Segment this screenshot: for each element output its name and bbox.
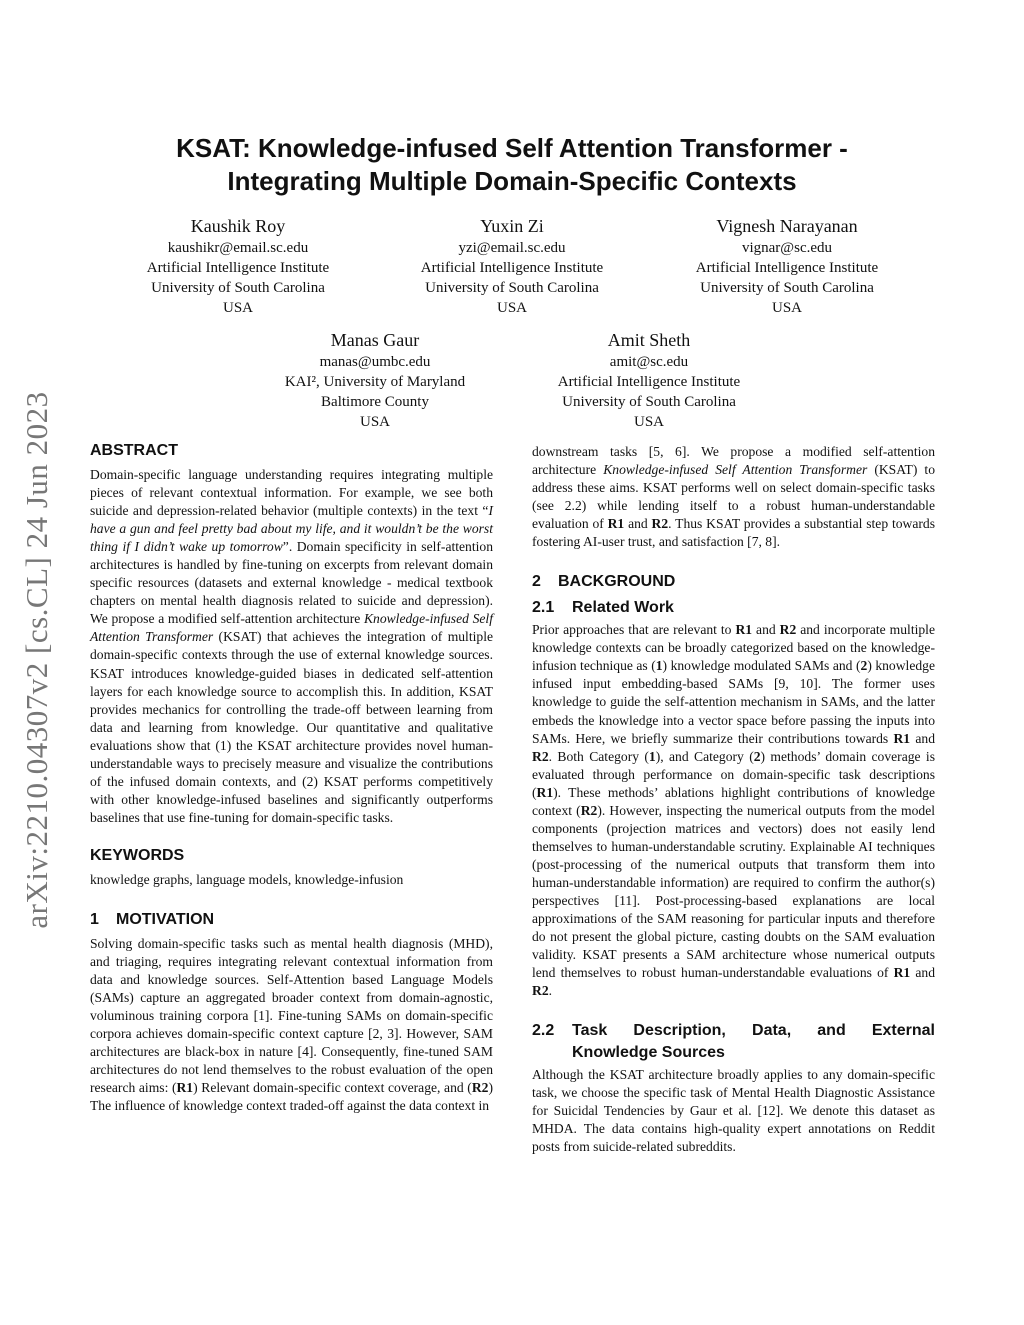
author-block-5 [514,328,784,432]
task-description-heading: 2.2 Task Description, Data, and External Knowledge Sources [532,1022,935,1062]
related-work-heading: 2.1 Related Work [532,599,674,617]
title-line-2: Integrating Multiple Domain-Specific Contexts [227,166,797,196]
left-column [90,440,493,1115]
author-country: USA [359,414,390,430]
author-email: vignar@sc.edu [741,240,833,256]
motivation-continued-text: downstream tasks [5, 6]. We propose a modified self-attention architecture Knowledge-infused Self Attention Transformer (KSAT) to address these aims. KSAT performs well on select domain-specific tasks (see 2.2) while lending itself to a robust human-understandable evaluation of R1 and R2. Thus KSAT provides a substantial step towards fostering AI-user trust, and satisfaction [7, 8]. [532,444,935,550]
author-affiliation: KAI², University of Maryland [284,374,466,390]
author-name: Manas Gaur [330,330,420,350]
author-name: Amit Sheth [607,330,691,350]
author-email: manas@umbc.edu [319,354,431,370]
author-name: Vignesh Narayanan [716,216,858,236]
author-university: University of South Carolina [425,280,599,296]
arxiv-identifier: arXiv:2210.04307v2 [cs.CL] 24 Jun 2023 [19,391,54,929]
author-university: Baltimore County [321,394,429,410]
author-name: Kaushik Roy [190,216,286,236]
author-affiliation: Artificial Intelligence Institute [557,374,741,390]
right-column [532,443,935,1157]
author-university: University of South Carolina [700,280,874,296]
author-country: USA [222,300,253,316]
author-email: kaushikr@email.sc.edu [167,240,309,256]
author-country: USA [496,300,527,316]
arxiv-sidebar [8,360,66,960]
author-country: USA [633,414,664,430]
background-heading: 2 BACKGROUND [532,573,676,591]
keywords-heading: KEYWORDS [90,846,185,864]
title-line-1: KSAT: Knowledge-infused Self Attention Transformer - [176,133,848,163]
author-country: USA [771,300,802,316]
abstract-text: Domain-specific language understanding requires integrating multiple pieces of relevant contextual information. For example, we see both suicide and depression-related behavior (multiple contexts) in the text “I have a gun and feel pretty bad about my life, and it wouldn’t be the worst thing if I didn’t wake up tomorrow”. Domain specificity in self-attention architectures is handled by fine-tuning on excerpts from relevant domain specific resources (datasets and external knowledge - medical textbook chapters on mental health diagnosis related to suicide and depression). We propose a modified self-attention architecture Knowledge-infused Self Attention Transformer (KSAT) that achieves the integration of multiple domain-specific contexts through the use of external knowledge sources. KSAT introduces knowledge-guided biases in dedicated self-attention layers for each knowledge source to accomplish this. In addition, KSAT provides mechanics for controlling the trade-off between learning from data and learning from knowledge. Our quantitative and qualitative evaluations show that (1) the KSAT architecture provides novel human-understandable ways to precisely measure and visualize the contributions of the infused domain contexts, and (2) KSAT performs competitively with other knowledge-infused baselines and significantly outperforms baselines that use fine-tuning for domain-specific tasks. [90,467,494,825]
author-block-1 [103,214,373,318]
author-affiliation: Artificial Intelligence Institute [146,260,330,276]
motivation-heading: 1 MOTIVATION [90,910,215,928]
related-work-text: Prior approaches that are relevant to R1 and R2 and incorporate multiple knowledge contexts can be broadly categorized based on the knowledge-infusion technique as (1) knowledge modulated SAMs and (2) knowledge infused input embedding-based SAMs [9, 10]. The former uses knowledge to guide the self-attention mechanism in SAMs, and the latter embeds the knowledge into a vector space before passing the inputs into SAMs. Here, we briefly summarize their contributions towards R1 and R2. Both Category (1), and Category (2) methods’ domain coverage is evaluated through performance on domain-specific task descriptions (R1). These methods’ ablations highlight contributions of knowledge context (R2). However, inspecting the numerical outputs from the model components (projection matrices and vectors) does not easily lend themselves to human-understandable scrutiny. Explainable AI techniques (post-processing of the numerical outputs that transform them into human-understandable information) are required to confirm the author(s) perspectives [11]. Post-processing-based explanations are local approximations of the SAM reasoning for particular inputs and therefore do not present the global picture, casting doubts on the SAM evaluation validity. KSAT presents a SAM architecture whose numerical outputs lend themselves to robust human-understandable evaluations of R1 and R2. [532,622,936,999]
abstract-heading: ABSTRACT [90,442,178,459]
paper-title [90,132,934,198]
author-name: Yuxin Zi [480,216,544,236]
author-university: University of South Carolina [562,394,736,410]
author-block-4 [240,328,510,432]
author-block-2 [377,214,647,318]
author-email: yzi@email.sc.edu [458,240,566,256]
author-affiliation: Artificial Intelligence Institute [420,260,604,276]
keywords-text: knowledge graphs, language models, knowledge-infusion [90,871,404,887]
motivation-text: Solving domain-specific tasks such as mental health diagnosis (MHD), and triaging, requires integrating relevant contextual information from data and knowledge sources. Self-Attention based Language Models (SAMs) capture an aggregated broader context from domain-agnostic, voluminous training corpora [1]. Fine-tuning SAMs on domain-specific corpora achieves domain-specific context capture [2, 3]. However, SAM architectures are black-box in nature [4]. Consequently, fine-tuned SAM architectures do not lend themselves to the robust evaluation of the open research aims: (R1) Relevant domain-specific context coverage, and (R2) The influence of knowledge context traded-off against the data context in [90,935,493,1114]
task-description-text: Although the KSAT architecture broadly applies to any domain-specific task, we choose the specific task of Mental Health Diagnostic Assistance for Suicidal Tendencies by Gaur et al. [12]. We denote this dataset as MHDA. The data contains high-quality expert annotations on Reddit posts from suicide-related subreddits. [532,1067,935,1155]
author-block-3 [652,214,922,318]
author-university: University of South Carolina [151,280,325,296]
author-affiliation: Artificial Intelligence Institute [695,260,879,276]
author-email: amit@sc.edu [609,354,689,370]
